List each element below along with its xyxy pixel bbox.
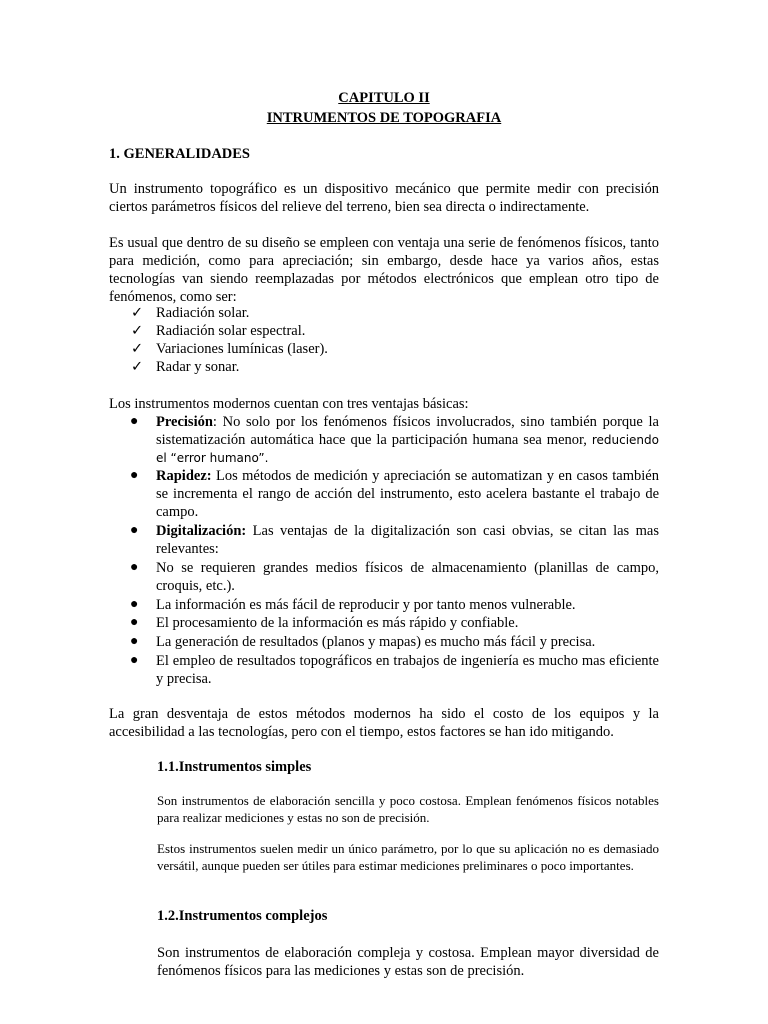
section-heading-generalidades: 1. GENERALIDADES xyxy=(109,146,250,162)
bullet-icon: ● xyxy=(130,653,139,668)
bullet-item: ● La información es más fácil de reproducir y por tanto menos vulnerable. xyxy=(130,597,576,613)
paragraph-simples-2: Estos instrumentos suelen medir un único parámetro, por lo que su aplicación no es demasiado versátil, aunque pueden ser útiles para estimar mediciones preliminares o poco importantes. xyxy=(157,841,659,873)
section-heading-instrumentos-simples: 1.1.Instrumentos simples xyxy=(157,759,312,775)
paragraph-intro: Un instrumento topográfico es un dispositivo mecánico que permite medir con precisión ciertos parámetros físicos del relieve del terreno, bien sea directa o indirectamente. xyxy=(109,181,659,215)
checklist-item: ✓ Radar y sonar. xyxy=(131,359,240,375)
check-icon: ✓ xyxy=(131,359,144,375)
bullet-icon: ● xyxy=(130,597,139,612)
checklist-item: ✓ Radiación solar. xyxy=(131,305,250,321)
check-icon: ✓ xyxy=(131,305,144,321)
bullet-item: ● La generación de resultados (planos y mapas) es mucho más fácil y precisa. xyxy=(130,634,596,650)
bullet-icon: ● xyxy=(130,523,139,538)
chapter-title: INTRUMENTOS DE TOPOGRAFIA xyxy=(266,110,502,126)
bullet-item-digitalizacion: ● Digitalización: Las ventajas de la digitalización son casi obvias, se citan las mas relevantes: xyxy=(130,523,659,557)
bullet-item: ● El procesamiento de la información es más rápido y confiable. xyxy=(130,615,519,631)
paragraph-complejos: Son instrumentos de elaboración compleja y costosa. Emplean mayor diversidad de fenómenos físicos para las mediciones y estas son de precisión. xyxy=(157,945,659,979)
check-icon: ✓ xyxy=(131,341,144,357)
bullet-item-rapidez: ● Rapidez: Los métodos de medición y apreciación se automatizan y en casos también se incrementa el rango de acción del instrumento, esto acelera bastante el trabajo de campo. xyxy=(130,468,659,520)
paragraph-simples-1: Son instrumentos de elaboración sencilla y poco costosa. Emplean fenómenos físicos notables para realizar mediciones y estas no son de precisión. xyxy=(157,793,659,825)
bullet-item: ● El empleo de resultados topográficos en trabajos de ingeniería es mucho mas eficiente y precisa. xyxy=(130,653,659,687)
bullet-icon: ● xyxy=(130,634,139,649)
bullet-icon: ● xyxy=(130,615,139,630)
bullet-icon: ● xyxy=(130,414,139,429)
bullet-item: ● No se requieren grandes medios físicos de almacenamiento (planillas de campo, croquis, etc.). xyxy=(130,560,659,594)
checklist-item: ✓ Variaciones lumínicas (laser). xyxy=(131,341,328,357)
chapter-number: CAPITULO II xyxy=(338,90,430,106)
bullet-icon: ● xyxy=(130,468,139,483)
paragraph-ventajas: Los instrumentos modernos cuentan con tres ventajas básicas: xyxy=(109,396,469,412)
paragraph-fenomenos: Es usual que dentro de su diseño se empleen con ventaja una serie de fenómenos físicos, tanto para medición, como para apreciación; sin embargo, desde hace ya varios años, estas tecnologías van siendo reemplazadas por métodos electrónicos que emplean otro tipo de fenómenos, como ser: xyxy=(109,235,659,305)
section-heading-instrumentos-complejos: 1.2.Instrumentos complejos xyxy=(157,908,328,924)
bullet-item-precision: ● Precisión: No solo por los fenómenos físicos involucrados, sino también porque la sistematización automática hace que la participación humana sea menor, reduciendo el “error humano”. xyxy=(130,414,659,465)
checklist-item: ✓ Radiación solar espectral. xyxy=(131,323,306,339)
check-icon: ✓ xyxy=(131,323,144,339)
paragraph-desventaja: La gran desventaja de estos métodos modernos ha sido el costo de los equipos y la accesibilidad a las tecnologías, pero con el tiempo, estos factores se han ido mitigando. xyxy=(109,706,659,740)
bullet-icon: ● xyxy=(130,560,139,575)
